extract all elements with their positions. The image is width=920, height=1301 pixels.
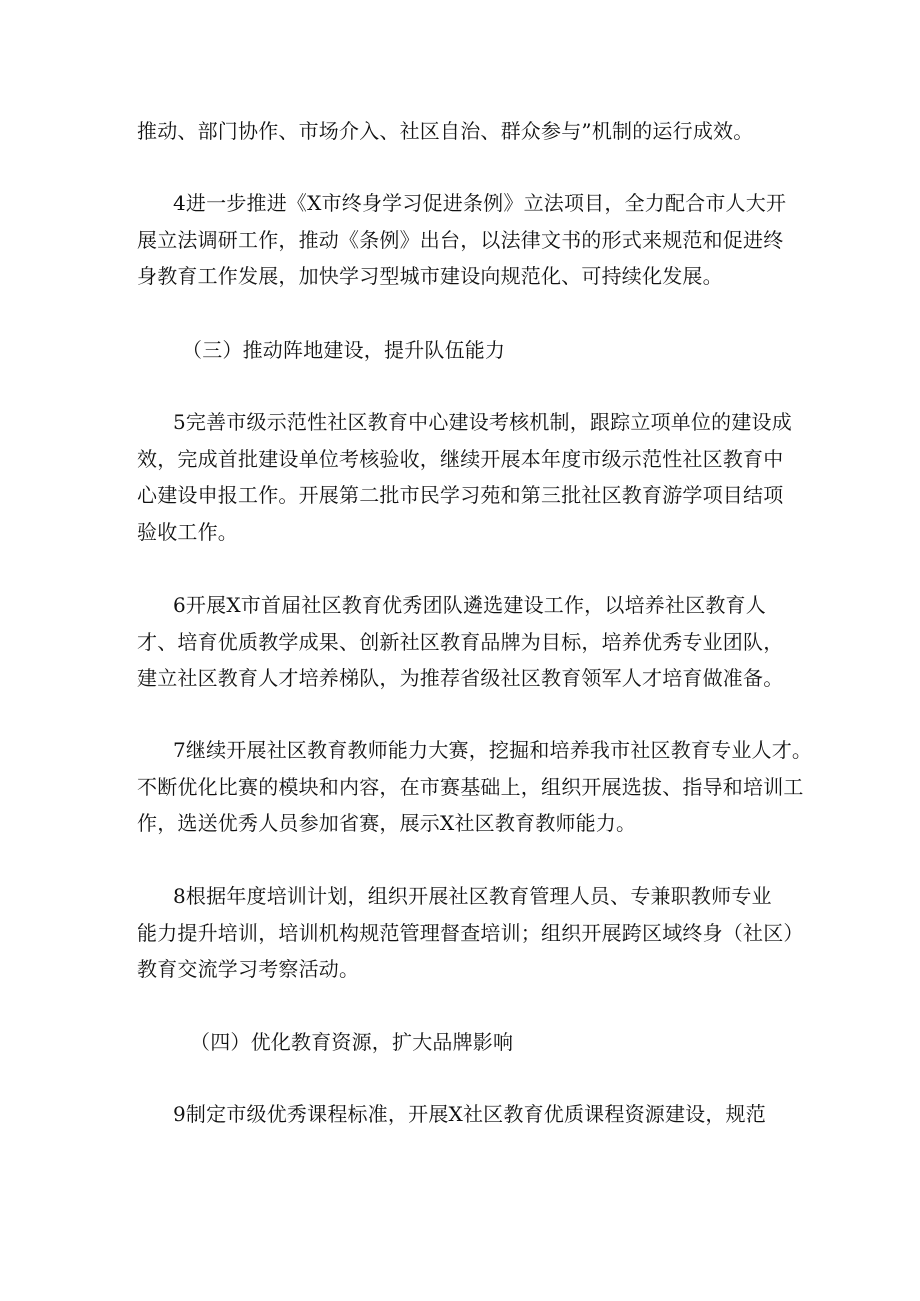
- text-line: 才、培育优质教学成果、创新社区教育品牌为目标，培养优秀专业团队，: [137, 629, 784, 654]
- text-line: 推动、部门协作、市场介入、社区自治、群众参与”机制的运行成效。: [137, 119, 754, 143]
- text-line: 效，完成首批建设单位考核验收，继续开展本年度市级示范性社区教育中: [137, 446, 784, 471]
- text-line: 教育交流学习考察活动。: [137, 957, 360, 981]
- section-heading-3: （三）推动阵地建设，提升队伍能力: [182, 338, 506, 362]
- section-heading-4: （四）优化教育资源，扩大品牌影响: [190, 1030, 514, 1054]
- text-line: 不断优化比赛的模块和内容，在市赛基础上，组织开展选拔、指导和培训工: [137, 774, 804, 799]
- text-line: 5完善市级示范性社区教育中心建设考核机制，跟踪立项单位的建设成: [173, 410, 792, 434]
- paragraph-item-6: [137, 587, 787, 697]
- text-line: 验收工作。: [137, 519, 238, 544]
- text-line: 建立社区教育人才培养梯队，为推荐省级社区教育领军人才培育做准备。: [137, 666, 784, 690]
- text-line: 心建设申报工作。开展第二批市民学习苑和第三批社区教育游学项目结项: [137, 483, 784, 507]
- paragraph-item-9: [137, 1096, 787, 1133]
- paragraph-item-4: [137, 185, 787, 295]
- text-line: 展立法调研工作，推动《条例》出台，以法律文书的形式来规范和促进终: [137, 227, 784, 252]
- paragraph-item-7: [137, 732, 813, 842]
- text-line: 6开展X市首届社区教育优秀团队遴选建设工作，以培养社区教育人: [173, 593, 766, 617]
- text-line: 作，选送优秀人员参加省赛，展示X社区教育教师能力。: [137, 811, 637, 835]
- paragraph-item-5: [137, 404, 792, 550]
- text-line: 能力提升培训，培训机构规范管理督查培训；组织开展跨区域终身（社区）: [137, 920, 804, 945]
- text-line: 8根据年度培训计划，组织开展社区教育管理人员、专兼职教师专业: [173, 884, 772, 908]
- text-line: 4进一步推进《X市终身学习促进条例》立法项目，全力配合市人大开: [173, 191, 787, 215]
- paragraph-continued: [137, 113, 787, 150]
- text-line: 9制定市级优秀课程标准，开展X社区教育优质课程资源建设，规范: [173, 1102, 766, 1126]
- text-line: 身教育工作发展，加快学习型城市建设向规范化、可持续化发展。: [137, 264, 723, 288]
- text-line: 7继续开展社区教育教师能力大赛，挖掘和培养我市社区教育专业人才。: [173, 738, 813, 762]
- paragraph-item-8: [137, 878, 804, 988]
